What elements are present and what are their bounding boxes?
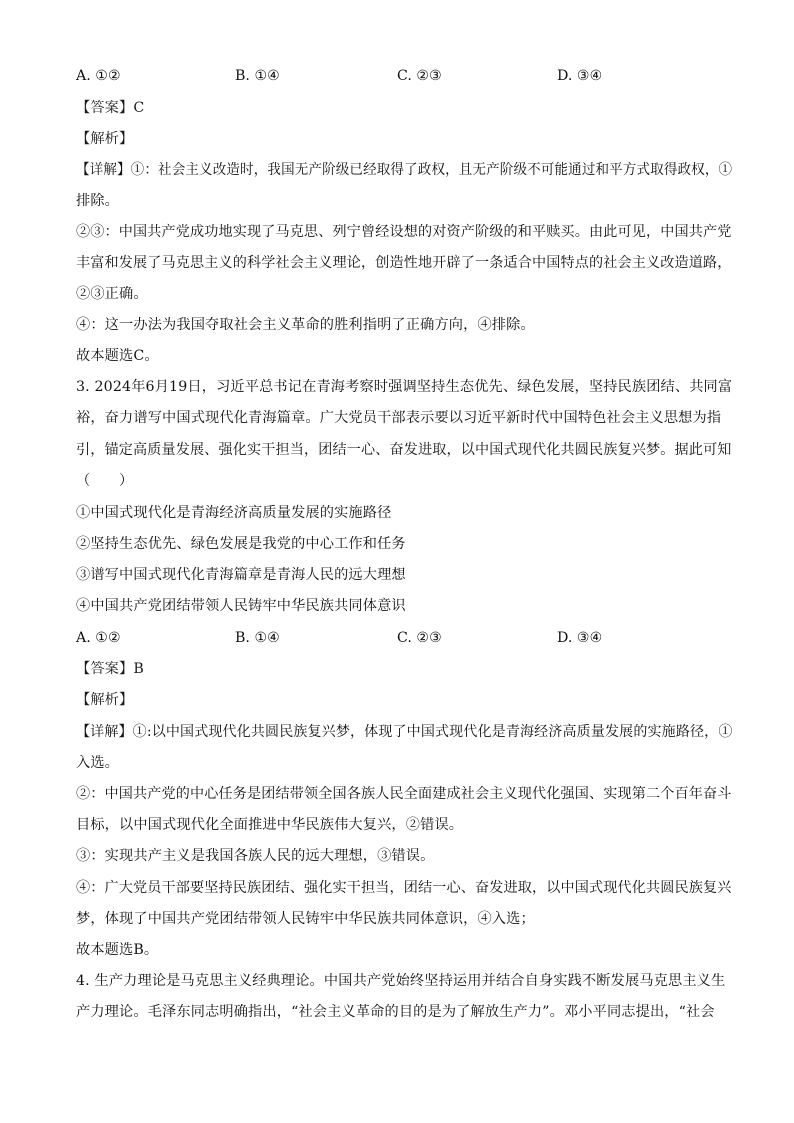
q3-detail-line: 目标，以中国式现代化全面推进中华民族伟大复兴，②错误。 [76, 817, 464, 833]
q2-analysis-heading: 【解析】 [76, 131, 134, 147]
q3-stem-line: 引，锚定高质量发展、强化实干担当，团结一心、奋发进取，以中国式现代化共圆民族复兴梦。据此可知 [76, 442, 732, 458]
q3-detail-line: 入选。 [76, 755, 120, 771]
q3-option-d: D. ③④ [557, 630, 603, 646]
q3-analysis-heading: 【解析】 [76, 692, 134, 708]
q3-choice: ③谱写中国式现代化青海篇章是青海人民的远大理想 [76, 567, 406, 583]
q2-option-b: B. ①④ [235, 68, 280, 84]
q3-stem-blank: （ ） [76, 473, 134, 489]
q3-option-a: A. ①② [76, 630, 121, 646]
q3-answer: 【答案】B [76, 661, 144, 677]
q3-choice: ①中国式现代化是青海经济高质量发展的实施路径 [76, 505, 392, 521]
q3-choice: ②坚持生态优先、绿色发展是我党的中心工作和任务 [76, 536, 406, 552]
q3-choice: ④中国共产党团结带领人民铸牢中华民族共同体意识 [76, 598, 406, 614]
q3-detail-line: ④：广大党员干部要坚持民族团结、强化实干担当，团结一心、奋发进取，以中国式现代化共圆民族复兴 [76, 880, 732, 896]
q2-detail-line: ②③正确。 [76, 286, 148, 302]
q2-detail-line: 【详解】①：社会主义改造时，我国无产阶级已经取得了政权，且无产阶级不可能通过和平方式取得政权，① [76, 162, 733, 178]
q2-detail-line: 丰富和发展了马克思主义的科学社会主义理论，创造性地开辟了一条适合中国特点的社会主义改造道路， [76, 255, 732, 271]
q3-detail-line: ③：实现共产主义是我国各族人民的远大理想，③错误。 [76, 848, 435, 864]
q2-option-d: D. ③④ [557, 68, 603, 84]
q2-detail-line: ②③：中国共产党成功地实现了马克思、列宁曾经设想的对资产阶级的和平赎买。由此可见，中国共产党 [76, 224, 732, 240]
q3-detail-line: ②：中国共产党的中心任务是团结带领全国各族人民全面建成社会主义现代化强国、实现第二个百年奋斗 [76, 786, 732, 802]
q2-option-c: C. ②③ [397, 68, 442, 84]
q2-conclusion: 故本题选C。 [76, 348, 159, 364]
q4-stem-line: 4. 生产力理论是马克思主义经典理论。中国共产党始终坚持运用并结合自身实践不断发展马克思主义生 [76, 973, 726, 989]
q2-option-a: A. ①② [76, 68, 121, 84]
q2-detail-line: 排除。 [76, 193, 120, 209]
q3-conclusion: 故本题选B。 [76, 942, 159, 958]
q3-option-b: B. ①④ [235, 630, 280, 646]
q3-detail-line: 【详解】①:以中国式现代化共圆民族复兴梦，体现了中国式现代化是青海经济高质量发展的实施路径，① [76, 724, 733, 740]
q3-stem-line: 裕，奋力谱写中国式现代化青海篇章。广大党员干部表示要以习近平新时代中国特色社会主义思想为指 [76, 410, 722, 426]
q3-detail-line: 梦，体现了中国共产党团结带领人民铸牢中华民族共同体意识，④入选； [76, 911, 535, 927]
q3-stem-line: 3. 2024年6月19日，习近平总书记在青海考察时强调坚持生态优先、绿色发展，坚持民族团结、共同富 [76, 379, 733, 395]
q2-answer: 【答案】C [76, 100, 145, 116]
q4-stem-line: 产力理论。毛泽东同志明确指出，“社会主义革命的目的是为了解放生产力”。邓小平同志提出，“社会 [76, 1004, 715, 1020]
q3-option-c: C. ②③ [397, 630, 442, 646]
q2-detail-line: ④：这一办法为我国夺取社会主义革命的胜利指明了正确方向，④排除。 [76, 317, 535, 333]
